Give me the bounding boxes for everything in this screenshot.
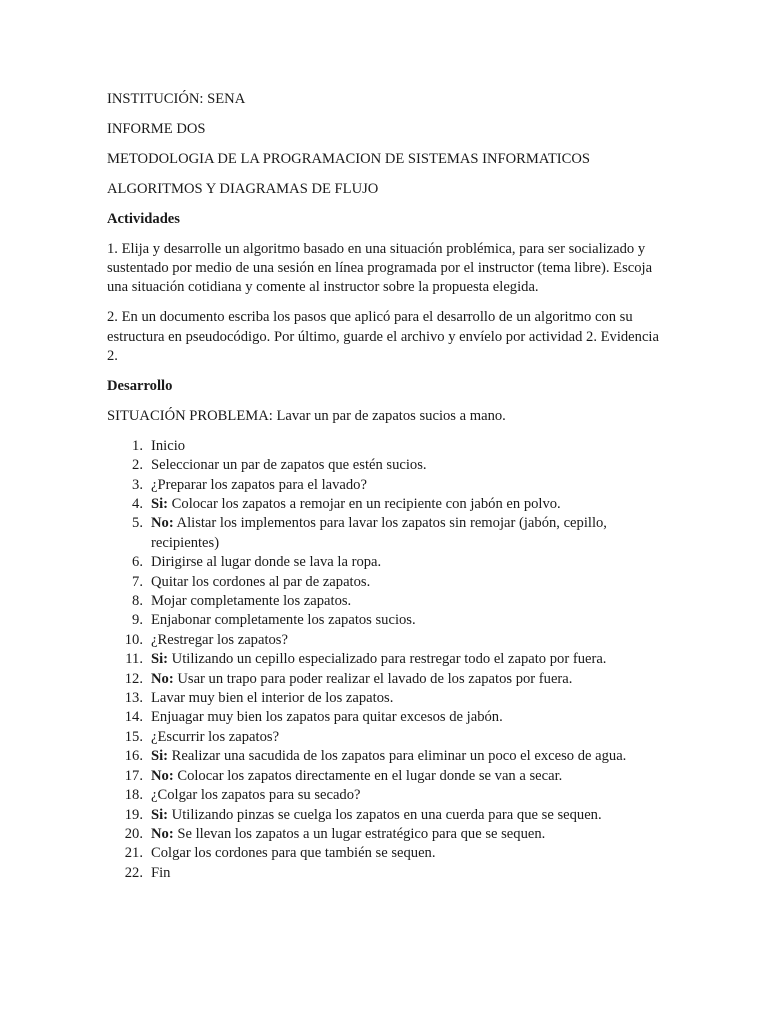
step-number: 2. [132,457,143,474]
problem-statement: SITUACIÓN PROBLEMA: Lavar un par de zapatos sucios a mano. [107,407,506,424]
step-text: Usar un trapo para poder realizar el lavado de los zapatos por fuera. [173,670,573,687]
step-text: Enjuagar muy bien los zapatos para quitar excesos de jabón. [151,709,503,726]
step-branch-tag: No: [151,767,174,784]
step-item [107,728,667,747]
step-item [107,495,667,514]
step-text: Inicio [151,437,186,454]
step-text: Colgar los cordones para que también se sequen. [151,845,436,862]
step-number: 5. [132,515,143,532]
step-branch-tag: Si: [151,748,169,765]
step-item [107,825,667,844]
step-branch-tag: Si: [151,651,169,668]
step-item [107,786,667,805]
step-text: Utilizando un cepillo especializado para restregar todo el zapato por fuera. [168,651,607,668]
step-branch-tag: No: [151,670,174,687]
step-number: 1. [132,437,143,454]
step-item [107,670,667,689]
step-number: 8. [132,593,143,610]
step-item [107,592,667,611]
step-number: 4. [132,496,143,512]
step-item [107,631,667,650]
step-text: ¿Restregar los zapatos? [151,631,288,648]
step-item [107,806,667,825]
step-text: ¿Escurrir los zapatos? [151,728,280,745]
step-item [107,864,667,883]
activity-item-1: 1. Elija y desarrolle un algoritmo basado en una situación problémica, para ser socializado y sustentado por medio de una sesión en línea programada por el instructor (tema libre). Escoja una situación cotidiana y comente al instructor sobre la propuesta elegida. [107,240,653,296]
step-item [107,650,667,669]
step-number: 15. [124,728,143,745]
step-item [107,708,667,727]
step-branch-tag: Si: [151,806,169,823]
step-number: 22. [124,864,143,881]
step-text: Colocar los zapatos a remojar en un recipiente con jabón en polvo. [168,496,561,512]
step-number: 16. [124,748,143,765]
step-item [107,611,667,630]
step-number: 7. [132,573,143,590]
step-number: 20. [124,825,143,842]
report-title: INFORME DOS [107,120,206,137]
step-number: 9. [132,612,143,629]
step-number: 19. [124,806,143,823]
activities-heading: Actividades [107,210,180,227]
step-text: Colocar los zapatos directamente en el lugar donde se van a secar. [173,767,563,784]
step-number: 21. [124,845,143,862]
step-text: Enjabonar completamente los zapatos sucios. [151,612,416,629]
step-number: 12. [124,670,143,687]
step-number: 13. [124,690,143,707]
step-branch-tag: No: [151,515,174,532]
step-number: 10. [124,631,143,648]
topic-title: ALGORITMOS Y DIAGRAMAS DE FLUJO [107,180,379,197]
step-item [107,573,667,592]
step-item [107,437,667,456]
step-number: 6. [132,554,143,571]
step-branch-tag: Si: [151,496,169,512]
step-text: ¿Preparar los zapatos para el lavado? [151,476,367,493]
step-branch-tag: No: [151,825,174,842]
step-text: Lavar muy bien el interior de los zapatos. [151,690,394,707]
step-number: 3. [132,476,143,493]
step-text: Realizar una sacudida de los zapatos para eliminar un poco el exceso de agua. [168,748,627,765]
step-number: 17. [124,767,143,784]
step-text: Quitar los cordones al par de zapatos. [151,573,371,590]
step-text: Seleccionar un par de zapatos que estén sucios. [151,457,427,474]
step-item [107,553,667,572]
development-heading: Desarrollo [107,377,173,394]
step-text: Fin [151,864,171,881]
step-text: Se llevan los zapatos a un lugar estratégico para que se sequen. [173,825,546,842]
algorithm-steps-list [107,437,667,883]
institution-line: INSTITUCIÓN: SENA [107,91,246,107]
course-title: METODOLOGIA DE LA PROGRAMACION DE SISTEMAS INFORMATICOS [107,150,590,167]
step-text: Utilizando pinzas se cuelga los zapatos en una cuerda para que se sequen. [168,806,602,823]
step-text: Mojar completamente los zapatos. [151,593,352,610]
step-item [107,514,667,553]
step-number: 11. [125,651,143,668]
step-item [107,767,667,786]
step-item [107,844,667,863]
step-item [107,689,667,708]
step-item [107,476,667,495]
step-text: Dirigirse al lugar donde se lava la ropa. [151,554,382,571]
step-text: Alistar los implementos para lavar los zapatos sin remojar (jabón, cepillo, recipientes) [151,515,607,551]
document-body [107,90,667,883]
step-number: 18. [124,787,143,804]
step-item [107,456,667,475]
step-text: ¿Colgar los zapatos para su secado? [151,787,361,804]
step-item [107,747,667,766]
step-number: 14. [124,709,143,726]
activity-item-2: 2. En un documento escriba los pasos que aplicó para el desarrollo de un algoritmo con su estructura en pseudocódigo. Por último, guarde el archivo y envíelo por actividad 2. Evidencia 2. [107,309,659,365]
